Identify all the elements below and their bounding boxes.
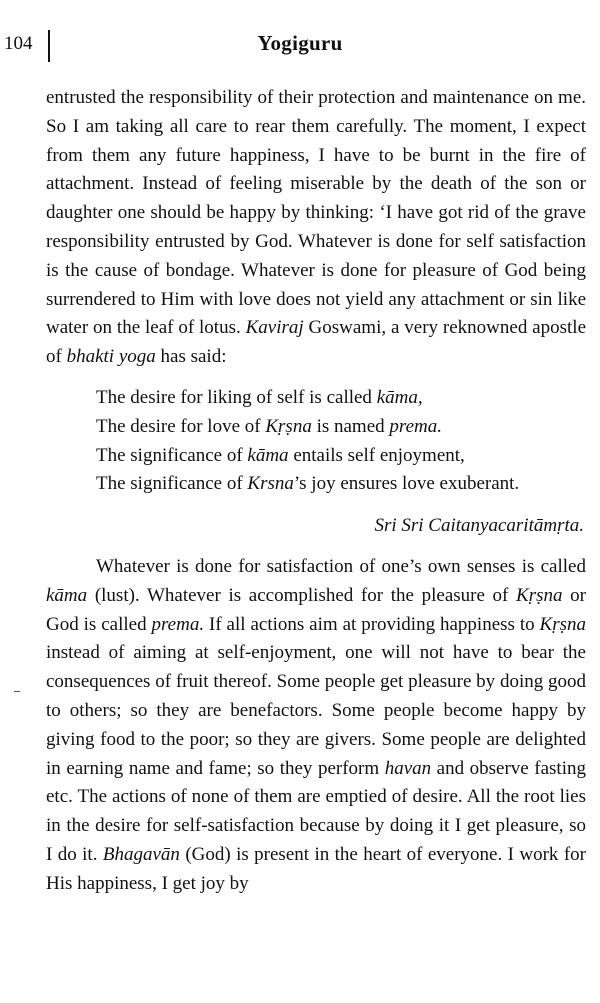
verse-line-2-text-b: is named [311, 415, 390, 437]
paragraph-2-text-e: instead of aiming at self-enjoyment, one will not have to bear the consequences of fruit thereof. Some people get pleasure by doing good to others; so they are benefactors. Some people become happy by giving food to the poor; so they are givers. Some people are delighted in earning name and fame; so they perform [46, 642, 586, 779]
verse-line-3-text-a: The significance of [96, 444, 248, 466]
paragraph-1-text-a: entrusted the responsibility of their protection and maintenance on me. So I am taking all care to rear them carefully. The moment, I expect from them any future happiness, I have to be burnt in the fire of attachment. Instead of feeling miserable by the death of the son or daughter one should be happy by thinking: ‘I have got rid of the grave responsibility entrusted by God. Whatever is done for self satisfaction is the cause of bondage. Whatever is done for pleasure of God being surrendered to Him with love does not yield any attachment or sin like water on the leaf of lotus. [46, 87, 586, 339]
term-krsna: Krsna [247, 473, 294, 495]
term-krsna: Kṛṣna [539, 613, 586, 635]
paragraph-2 [46, 553, 586, 899]
term-prema: prema. [389, 415, 442, 437]
term-bhakti-yoga: bhakti yoga [66, 346, 156, 368]
term-kama: kāma [46, 584, 88, 606]
term-prema: prema. [151, 613, 205, 635]
verse-line-4-text-b: ’s joy ensures love exuberant. [293, 473, 520, 495]
body-text [46, 84, 586, 899]
verse-line-1 [96, 384, 586, 413]
term-kama: kāma [247, 444, 289, 466]
term-kaviraj: Kaviraj [245, 317, 304, 339]
paragraph-1-text-c: has said: [155, 346, 227, 368]
verse-line-3 [96, 442, 586, 471]
verse-line-3-text-b: entails self enjoyment, [288, 444, 465, 466]
paragraph-1 [46, 84, 586, 372]
term-bhagavan: Bhagavān [102, 843, 180, 865]
page-number: 104 [4, 33, 33, 54]
verse-quote [96, 384, 586, 499]
term-krsna: Kṛṣna [516, 584, 563, 606]
paragraph-2-text-d: If all actions aim at providing happiness to [204, 613, 540, 635]
paragraph-2-text-c: or God is called [46, 584, 586, 635]
margin-mark [14, 691, 20, 692]
verse-line-2-text-a: The desire for love of [96, 415, 266, 437]
verse-line-4 [96, 470, 586, 499]
running-title: Yogiguru [257, 31, 343, 55]
paragraph-2-text-f: and observe fasting etc. The actions of none of them are emptied of desire. All the root lies in the desire for self-satisfaction because by doing it I get pleasure, so I do it. [46, 757, 586, 865]
verse-line-2 [96, 413, 586, 442]
verse-attribution: Sri Sri Caitanyacaritāmṛta. [374, 515, 584, 537]
paragraph-2-text-a: Whatever is done for satisfaction of one’s own senses is called [96, 555, 586, 577]
paragraph-2-text-g: (God) is present in the heart of everyone. I work for His happiness, I get joy by [46, 843, 586, 894]
page-header [0, 30, 600, 62]
verse-line-4-text-a: The significance of [96, 473, 248, 495]
term-havan: havan [384, 757, 432, 779]
verse-line-1-text: The desire for liking of self is called [96, 386, 377, 408]
term-kama: kāma, [376, 386, 423, 408]
paragraph-2-text-b: (lust). Whatever is accomplished for the pleasure of [87, 584, 517, 606]
paragraph-1-text-b: Goswami, a very reknowned apostle of [46, 317, 587, 368]
term-krsna: Kṛṣna [265, 415, 312, 437]
